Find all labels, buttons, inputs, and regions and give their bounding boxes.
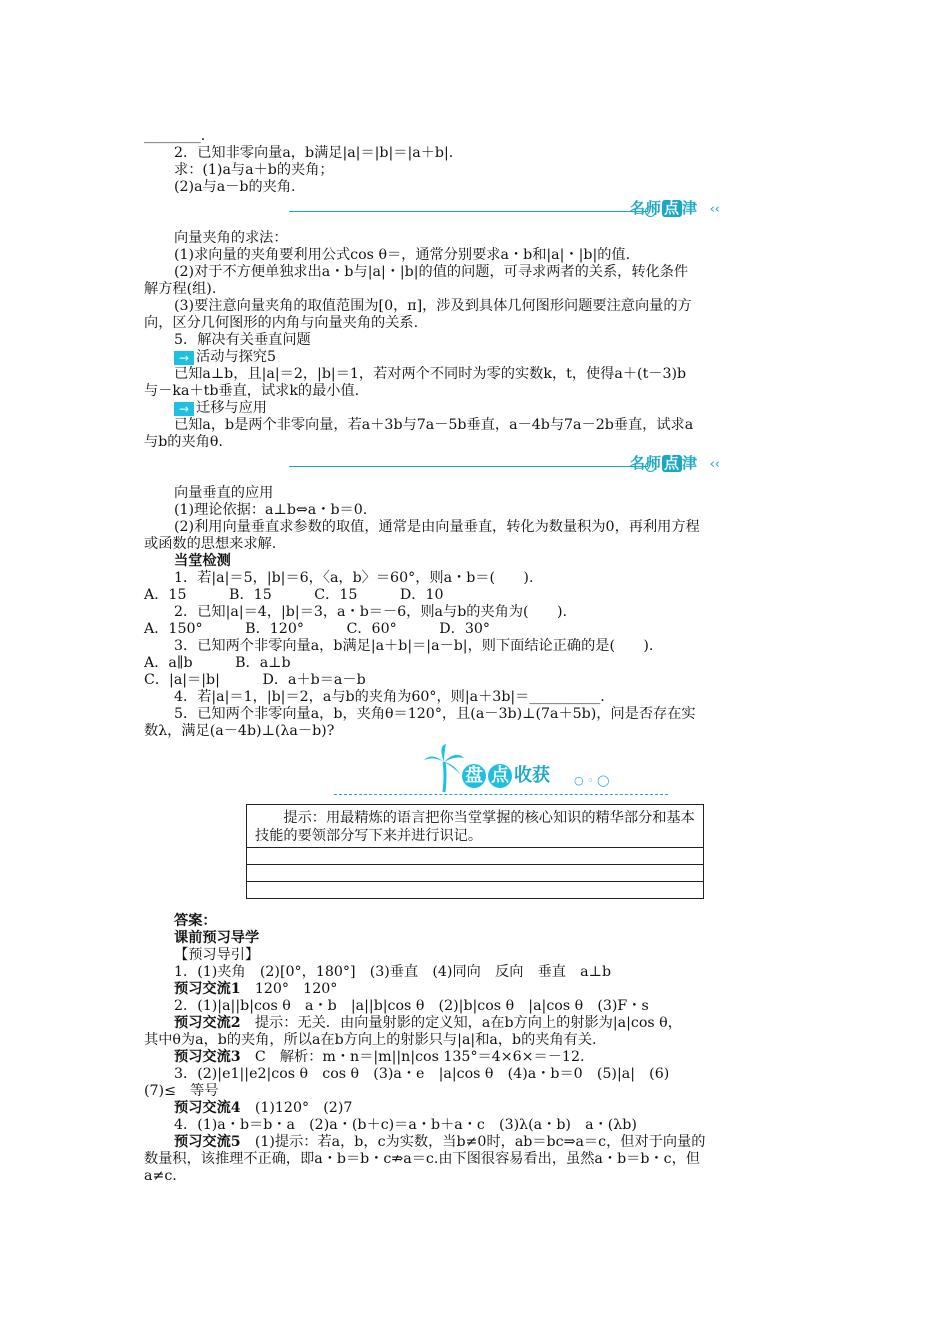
answer-exchange-5-cont: 数量积，该推理不正确，即a・b＝b・c⇏a＝c.由下图很容易看出，虽然a・b＝b・c，但 bbox=[144, 1151, 700, 1167]
tip2-point-2-cont: 或函数的思想来求解. bbox=[144, 536, 277, 552]
answer-exchange-3: 预习交流3 C 解析：m・n＝|m||n|cos 135°＝4×6×＝－12. bbox=[174, 1049, 585, 1065]
banner-rule bbox=[289, 466, 648, 467]
answer-exchange-2-cont: 其中θ为a，b的夹角，所以a在b方向上的射影只与|a|和a，b的夹角有关. bbox=[144, 1032, 597, 1048]
summary-box bbox=[246, 804, 704, 899]
question-2-part-2: (2)a与a－b的夹角. bbox=[174, 179, 296, 195]
answer-line-2: 2．(1)|a||b|cos θ a・b |a||b|cos θ (2)|b|cos θ |a|cos θ (3)F・s bbox=[174, 998, 649, 1014]
summary-title: 盘 点 收获 bbox=[462, 764, 550, 788]
check-q3-options-1: A．a∥b B．a⊥b bbox=[144, 655, 291, 671]
answer-exchange-1: 预习交流1 120° 120° bbox=[174, 981, 338, 997]
check-q2: 2．已知|a|＝4，|b|＝3，a・b＝－6，则a与b的夹角为( ). bbox=[174, 604, 567, 620]
check-q1-options: A．15 B．15 C．15 D．10 bbox=[144, 587, 444, 603]
question-2-part-1: 求：(1)a与a＋b的夹角； bbox=[174, 162, 334, 178]
tip1-point-2: (2)对于不方便单独求出a・b与|a|・|b|的值的问题，可寻求两者的关系，转化条件 bbox=[174, 264, 689, 280]
check-q5-cont: 数λ，满足(a－4b)⊥(λa－b)? bbox=[144, 723, 335, 739]
check-q3-options-2: C．|a|＝|b| D．a＋b＝a－b bbox=[144, 672, 366, 688]
tip1-title: 向量夹角的求法： bbox=[174, 230, 288, 246]
writing-line[interactable] bbox=[247, 848, 703, 865]
teacher-tip-banner bbox=[144, 198, 808, 224]
blank-line: ________. bbox=[144, 128, 206, 144]
teacher-tip-banner-2 bbox=[144, 453, 808, 479]
check-q5: 5．已知两个非零向量a，b，夹角θ＝120°，且(a－3b)⊥(7a＋5b)，问是否存在实 bbox=[174, 706, 696, 722]
check-q2-options: A．150° B．120° C．60° D．30° bbox=[144, 621, 490, 637]
answer-exchange-2: 预习交流2 提示：无关．由向量射影的定义知，a在b方向上的射影为|a|cos θ， bbox=[174, 1015, 682, 1031]
check-title: 当堂检测 bbox=[174, 553, 231, 569]
check-q3: 3．已知两个非零向量a，b满足|a＋b|＝|a－b|，则下面结论正确的是( ). bbox=[174, 638, 654, 654]
banner-label: 名师 点 津 bbox=[629, 454, 698, 472]
answer-exchange-4: 预习交流4 (1)120° (2)7 bbox=[174, 1100, 353, 1116]
tip2-title: 向量垂直的应用 bbox=[174, 485, 274, 501]
double-chevron-icon: ‹‹ bbox=[709, 202, 720, 217]
check-q4: 4．若|a|＝1，|b|＝2，a与b的夹角为60°，则|a＋3b|＝__________. bbox=[174, 689, 605, 705]
answer-line-1: 1．(1)夹角 (2)[0°，180°] (3)垂直 (4)同向 反向 垂直 a⊥b bbox=[174, 964, 612, 980]
answer-exchange-5-end: a≠c. bbox=[144, 1168, 177, 1184]
answer-line-3: 3．(2)|e1||e2|cos θ cos θ (3)a・e |a|cos θ (4)a・b＝0 (5)|a| (6) bbox=[174, 1066, 670, 1082]
banner-label: 名师 点 津 bbox=[629, 199, 698, 217]
arrow-right-icon: → bbox=[174, 351, 194, 365]
answers-title: 答案： bbox=[174, 913, 217, 929]
answer-line-4: 4．(1)a・b＝b・a (2)a・(b＋c)＝a・b＋a・c (3)λ(a・b) a・(λb) bbox=[174, 1117, 637, 1133]
answer-exchange-5: 预习交流5 (1)提示：若a，b，c为实数，当b≠0时，ab＝bc⇒a＝c，但对于向量的 bbox=[174, 1134, 706, 1150]
summary-hint: 提示：用最精炼的语言把你当堂掌握的核心知识的精华部分和基本技能的要领部分写下来并进行识记。 bbox=[247, 805, 703, 848]
answer-line-3-cont: (7)≤ 等号 bbox=[144, 1083, 219, 1099]
writing-line[interactable] bbox=[247, 865, 703, 882]
tip1-point-3: (3)要注意向量夹角的取值范围为[0，π]，涉及到具体几何图形问题要注意向量的方 bbox=[174, 298, 692, 314]
tip1-point-3-cont: 向，区分几何图形的内角与向量夹角的关系. bbox=[144, 315, 419, 331]
tip1-point-1: (1)求向量的夹角要利用公式cos θ＝，通常分别要求a・b和|a|・|b|的值. bbox=[174, 247, 631, 263]
migration-text-cont: 与b的夹角θ. bbox=[144, 434, 223, 450]
summary-banner bbox=[144, 744, 808, 802]
answers-bracket: 【预习导引】 bbox=[174, 947, 260, 963]
summary-rule bbox=[334, 794, 668, 795]
document-page bbox=[144, 128, 808, 1185]
writing-line[interactable] bbox=[247, 882, 703, 898]
bubbles-icon: ○ ◦ ◯ bbox=[574, 774, 610, 787]
tip2-point-2: (2)利用向量垂直求参数的取值，通常是由向量垂直，转化为数量积为0，再利用方程 bbox=[174, 519, 700, 535]
double-chevron-icon: ‹‹ bbox=[709, 457, 720, 472]
banner-rule bbox=[289, 211, 648, 212]
section-5-title: 5．解决有关垂直问题 bbox=[174, 332, 311, 348]
tip1-point-2-cont: 解方程(组). bbox=[144, 281, 217, 297]
arrow-right-icon: → bbox=[174, 402, 194, 416]
question-2: 2．已知非零向量a，b满足|a|＝|b|＝|a＋b|. bbox=[174, 145, 454, 161]
migration-text: 已知a，b是两个非零向量，若a＋3b与7a－5b垂直，a－4b与7a－2b垂直，试求a bbox=[174, 417, 694, 433]
migration-heading: → 迁移与应用 bbox=[144, 400, 808, 417]
palm-tree-icon bbox=[424, 744, 464, 794]
activity-text: 已知a⊥b，且|a|＝2，|b|＝1，若对两个不同时为零的实数k，t，使得a＋(t－3)b bbox=[174, 366, 687, 382]
answers-subtitle: 课前预习导学 bbox=[174, 930, 260, 946]
tip2-point-1: (1)理论依据：a⊥b⇔a・b＝0. bbox=[174, 502, 368, 518]
activity-heading: → 活动与探究5 bbox=[144, 349, 808, 366]
activity-text-cont: 与－ka＋tb垂直，试求k的最小值. bbox=[144, 383, 360, 399]
check-q1: 1．若|a|＝5，|b|＝6，〈a，b〉＝60°，则a・b＝( ). bbox=[174, 570, 534, 586]
